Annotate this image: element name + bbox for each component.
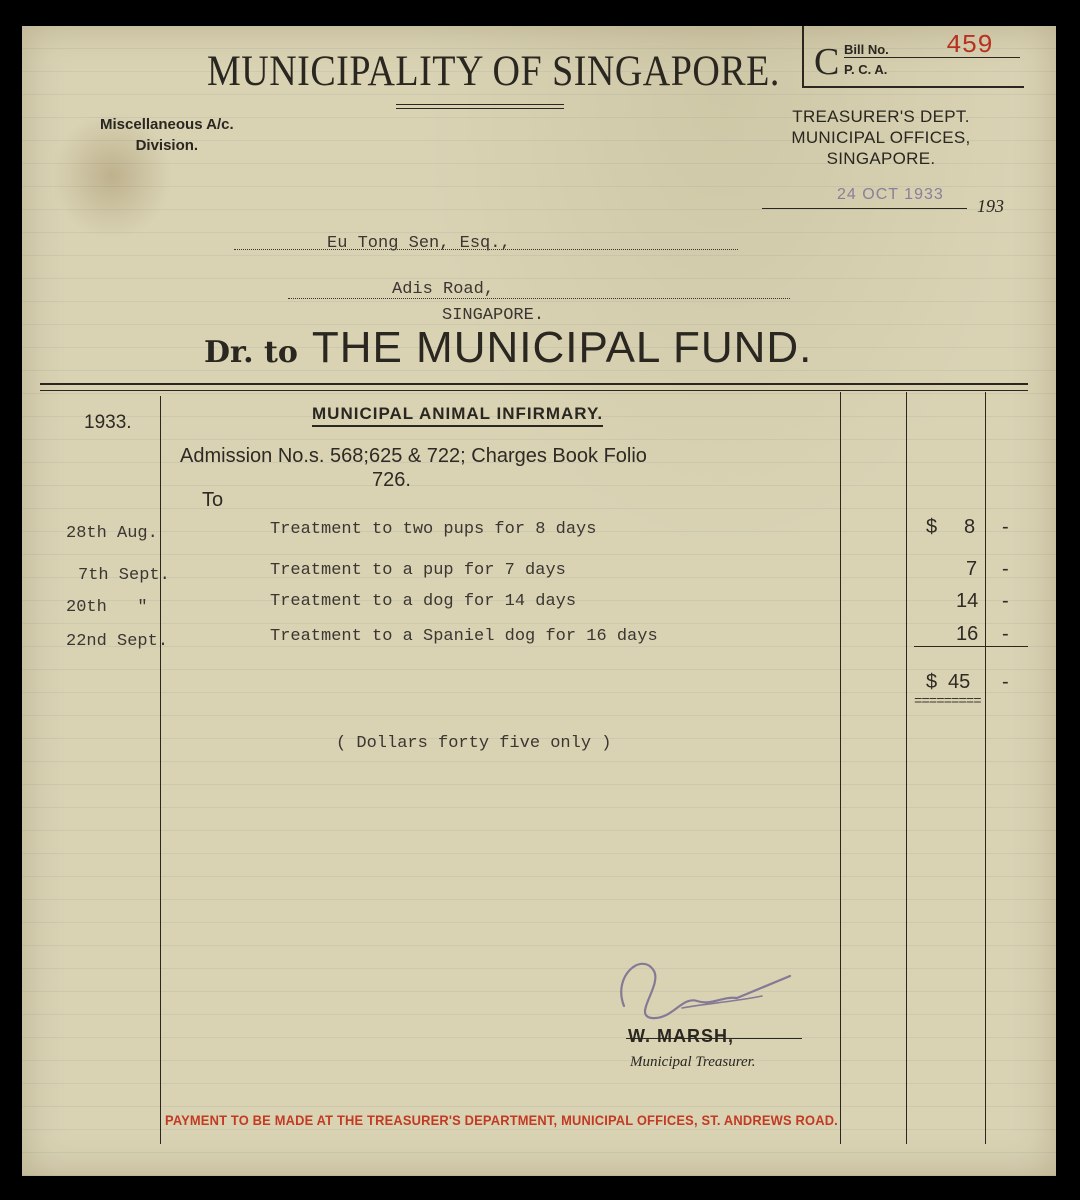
bill-number: 459	[946, 30, 993, 60]
item-amount: 16	[956, 623, 979, 645]
amount-in-words: ( Dollars forty five only )	[336, 734, 612, 753]
bill-no-label: Bill No.	[844, 42, 889, 57]
amount-column-left-line	[906, 392, 907, 1144]
date-stamp: 24 OCT 1933	[837, 186, 944, 203]
cents-column-line	[985, 392, 986, 1144]
heading-rule-thick	[40, 383, 1028, 385]
item-description: Treatment to a dog for 14 days	[270, 592, 577, 611]
item-date: 22nd Sept.	[66, 632, 169, 651]
total-dollar-sign: $	[926, 671, 938, 693]
item-amount: 7	[966, 558, 978, 580]
dept-line-3: SINGAPORE.	[826, 149, 936, 168]
bill-prefix: C	[814, 41, 840, 83]
item-cents: -	[1002, 516, 1009, 538]
addressee-name-line	[234, 249, 738, 250]
dr-to-label: Dr. to	[204, 335, 298, 370]
item-description: Treatment to a Spaniel dog for 16 days	[270, 627, 658, 646]
bill-number-box	[802, 26, 1024, 88]
section-title: MUNICIPAL ANIMAL INFIRMARY.	[312, 404, 603, 427]
item-amount: 8	[964, 516, 976, 538]
title-underline-bottom	[396, 108, 564, 109]
treasurer-title: Municipal Treasurer.	[630, 1054, 756, 1070]
handwritten-signature	[612, 946, 802, 1036]
item-amount: 14	[956, 590, 979, 612]
addressee-city: SINGAPORE.	[442, 306, 545, 325]
dept-line-1: TREASURER'S DEPT.	[792, 107, 970, 126]
addressee-street: Adis Road,	[392, 280, 495, 299]
misc-account-label: Miscellaneous A/c.	[100, 116, 234, 133]
signature-strike	[626, 1038, 802, 1039]
department-address	[774, 106, 988, 169]
item-cents: -	[1002, 623, 1009, 645]
date-line	[762, 208, 967, 209]
fund-name: THE MUNICIPAL FUND.	[311, 323, 813, 372]
admission-numbers: Admission No.s. 568;625 & 722; Charges Book Folio	[180, 445, 647, 467]
heading-rule-thin	[40, 390, 1028, 391]
pca-label: P. C. A.	[844, 62, 888, 77]
invoice-year: 1933.	[84, 412, 132, 433]
treasurer-name: W. MARSH,	[628, 1026, 734, 1046]
fund-heading	[204, 323, 812, 373]
division-label: Division.	[135, 137, 199, 154]
item-date: 7th Sept.	[78, 566, 170, 585]
bill-divider	[844, 57, 1020, 58]
dept-line-2: MUNICIPAL OFFICES,	[791, 128, 971, 147]
account-division	[100, 114, 234, 156]
item-dollar-sign: $	[926, 516, 938, 538]
total-amount: 45	[948, 671, 971, 693]
item-date: 20th "	[66, 598, 148, 617]
addressee-street-line	[288, 298, 790, 299]
total-cents: -	[1002, 671, 1009, 693]
item-description: Treatment to two pups for 8 days	[270, 520, 597, 539]
addressee-name: Eu Tong Sen, Esq.,	[327, 234, 511, 253]
date-column-line	[160, 396, 161, 1144]
date-year-prefix: 193	[977, 196, 1004, 216]
admission-folio: 726.	[372, 469, 411, 491]
payment-instructions: PAYMENT TO BE MADE AT THE TREASURER'S DEPARTMENT, MUNICIPAL OFFICES, ST. ANDREWS ROAD.	[165, 1112, 838, 1128]
invoice-document	[22, 26, 1056, 1176]
page-title: MUNICIPALITY OF SINGAPORE.	[207, 47, 780, 96]
item-date: 28th Aug.	[66, 524, 158, 543]
title-underline-top	[396, 104, 564, 105]
item-cents: -	[1002, 558, 1009, 580]
to-label: To	[202, 489, 224, 511]
subtotal-rule	[914, 646, 1028, 647]
item-description: Treatment to a pup for 7 days	[270, 561, 566, 580]
item-cents: -	[1002, 590, 1009, 612]
description-column-line	[840, 392, 841, 1144]
total-double-underline: =========	[914, 694, 981, 710]
